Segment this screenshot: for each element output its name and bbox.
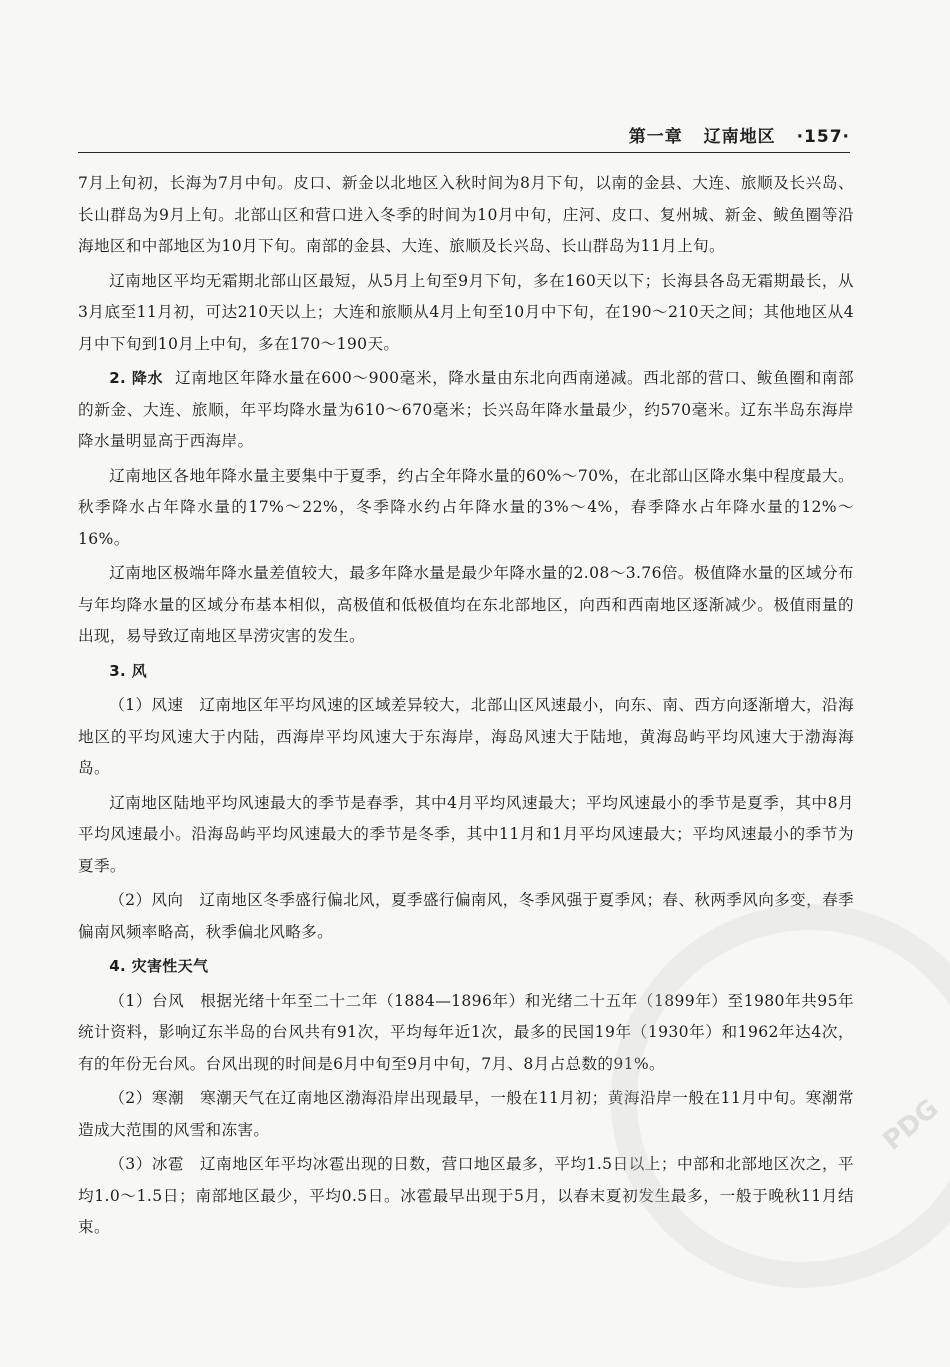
subsection-label: （3）冰雹 <box>109 1155 185 1173</box>
paragraph: 辽南地区极端年降水量差值较大，最多年降水量是最少年降水量的2.08～3.76倍。极值降水量的区域分布与年均降水量的区域分布基本相似，高极值和低极值均在东北部地区，向西和西南地区逐渐减少。极值雨量的出现，易导致辽南地区旱涝灾害的发生。 <box>78 564 854 645</box>
running-header <box>78 118 850 153</box>
section-heading-disasters: 4. 灾害性天气 <box>109 957 209 975</box>
section-heading-wind: 3. 风 <box>109 661 147 680</box>
paragraph-wind-speed <box>78 690 854 785</box>
paragraph-precipitation <box>78 363 854 458</box>
paragraph-text: 辽南地区年平均风速的区域差异较大，北部山区风速最小，向东、南、西方向逐渐增大，沿海地区的平均风速大于内陆，西海岸平均风速大于东海岸，海岛风速大于陆地，黄海岛屿平均风速大于渤海海岛。 <box>78 696 854 777</box>
paragraph-cold-wave <box>78 1083 854 1146</box>
section-heading-precipitation: 2. 降水 <box>109 369 164 387</box>
header-right <box>629 122 850 147</box>
paragraph-hail <box>78 1149 854 1244</box>
watermark-text: PDG <box>877 1093 945 1157</box>
chapter-label: 第一章 <box>628 127 683 147</box>
subsection-label: （1）风速 <box>109 696 184 714</box>
paragraph-text: 寒潮天气在辽南地区渤海沿岸出现最早，一般在11月初；黄海沿岸一般在11月中旬。寒潮常造成大范围的风雪和冻害。 <box>78 1089 854 1139</box>
paragraph: 辽南地区各地年降水量主要集中于夏季，约占全年降水量的60%～70%，在北部山区降水集中程度最大。秋季降水占年降水量的17%～22%，冬季降水约占年降水量的3%～4%，春季降水占年降水量的12%～16%。 <box>78 466 854 548</box>
paragraph: 辽南地区陆地平均风速最大的季节是春季，其中4月平均风速最大；平均风速最小的季节是夏季，其中8月平均风速最小。沿海岛屿平均风速最大的季节是冬季，其中11月和1月平均风速最大；平均风速最小的季节为夏季。 <box>78 793 854 875</box>
paragraph-text: 根据光绪十年至二十二年（1884—1896年）和光绪二十五年（1899年）至1980年共95年统计资料，影响辽东半岛的台风共有91次，平均每年近1次，最多的民国19年（1930年）和1962年达4次，有的年份无台风。台风出现的时间是6月中旬至9月中旬，7月、8月占总数的91%。 <box>78 991 854 1073</box>
page-number: ·157· <box>796 127 850 147</box>
paragraph-typhoon <box>78 986 854 1081</box>
subsection-label: （1）台风 <box>109 991 185 1010</box>
subsection-label: （2）风向 <box>109 891 184 909</box>
body-text <box>78 168 854 1247</box>
paragraph: 7月上旬初，长海为7月中旬。皮口、新金以北地区入秋时间为8月下旬，以南的金县、大连、旅顺及长兴岛、长山群岛为9月上旬。北部山区和营口进入冬季的时间为10月中旬，庄河、皮口、复州城、新金、鲅鱼圈等沿海地区和中部地区为10月下旬。南部的金县、大连、旅顺及长兴岛、长山群岛为11月上旬。 <box>78 174 854 255</box>
paragraph-text: 辽南地区年平均冰雹出现的日数，营口地区最多，平均1.5日以上；中部和北部地区次之，平均1.0～1.5日；南部地区最少，平均0.5日。冰雹最早出现于5月，以春末夏初发生最多，一般于晚秋11月结束。 <box>78 1155 855 1236</box>
subsection-label: （2）寒潮 <box>109 1089 185 1107</box>
paragraph: 辽南地区平均无霜期北部山区最短，从5月上旬至9月下旬，多在160天以下；长海县各岛无霜期最长，从3月底至11月初，可达210天以上；大连和旅顺从4月上旬至10月中下旬，在190～210天之间；其他地区从4月中下旬到10月上中旬，多在170～190天。 <box>78 271 854 353</box>
paragraph-text: 辽南地区年降水量在600～900毫米，降水量由东北向西南递减。西北部的营口、鲅鱼圈和南部的新金、大连、旅顺，年平均降水量为610～670毫米；长兴岛年降水量最少，约570毫米。辽东半岛东海岸降水量明显高于西海岸。 <box>78 369 854 450</box>
paragraph-text: 辽南地区冬季盛行偏北风，夏季盛行偏南风，冬季风强于夏季风；春、秋两季风向多变，春季偏南风频率略高，秋季偏北风略多。 <box>78 891 854 941</box>
chapter-title: 辽南地区 <box>703 127 776 147</box>
paragraph-wind-direction <box>78 885 854 948</box>
